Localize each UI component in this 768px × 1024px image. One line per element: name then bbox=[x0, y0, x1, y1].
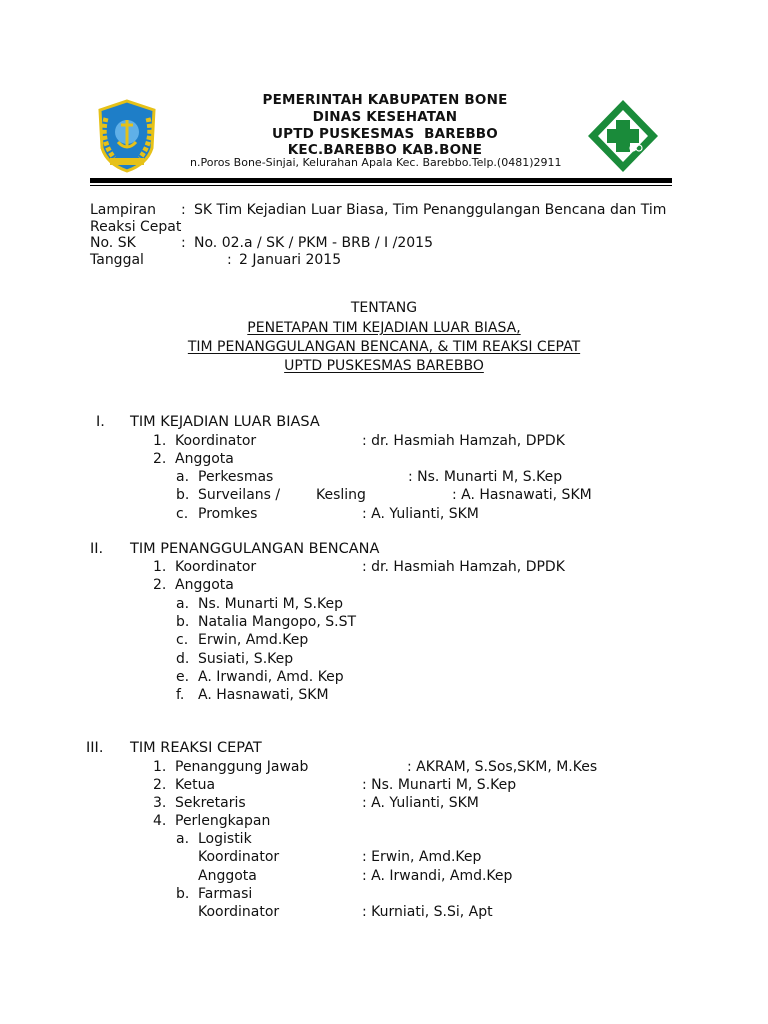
section-2-title: TIM PENANGGULANGAN BENCANA bbox=[130, 541, 380, 557]
s3-sub-a-letter: a. bbox=[176, 831, 190, 847]
s3-sub-b-row-1-value: : Kurniati, S.Si, Apt bbox=[362, 904, 493, 920]
tanggal-value: 2 Januari 2015 bbox=[239, 252, 342, 268]
title-line-2: PENETAPAN TIM KEJADIAN LUAR BIASA, bbox=[247, 320, 521, 336]
header-line-4: KEC.BAREBBO KAB.BONE bbox=[287, 142, 483, 158]
section-3-roman: III. bbox=[86, 740, 104, 756]
nosk-label: No. SK bbox=[90, 235, 136, 251]
tanggal-colon: : bbox=[227, 252, 232, 268]
s2-koordinator-num: 1. bbox=[153, 559, 167, 575]
s1-member-a-value: : Ns. Munarti M, S.Kep bbox=[408, 469, 563, 485]
s3-item-1-num: 1. bbox=[153, 759, 167, 775]
s3-sub-a-row-1-value: : Erwin, Amd.Kep bbox=[362, 849, 482, 865]
header-line-1: PEMERINTAH KABUPATEN BONE bbox=[262, 92, 508, 108]
s1-member-c-letter: c. bbox=[176, 506, 189, 522]
header-divider-thin bbox=[90, 185, 672, 186]
s1-member-b-value: : A. Hasnawati, SKM bbox=[452, 487, 592, 503]
s3-item-3-value: : A. Yulianti, SKM bbox=[362, 795, 479, 811]
s3-item-1-label: Penanggung Jawab bbox=[175, 759, 309, 775]
s3-item-3-num: 3. bbox=[153, 795, 167, 811]
section-3-title: TIM REAKSI CEPAT bbox=[130, 740, 262, 756]
s1-member-a-label: Perkesmas bbox=[198, 469, 274, 485]
s3-item-2-value: : Ns. Munarti M, S.Kep bbox=[362, 777, 517, 793]
s1-member-b-letter: b. bbox=[176, 487, 190, 503]
health-cross-logo-icon bbox=[584, 96, 662, 176]
tanggal-label: Tanggal bbox=[90, 252, 144, 268]
s3-item-2-label: Ketua bbox=[175, 777, 216, 793]
s3-item-4-label: Perlengkapan bbox=[175, 813, 271, 829]
s3-item-1-value: : AKRAM, S.Sos,SKM, M.Kes bbox=[407, 759, 598, 775]
s3-item-4-num: 4. bbox=[153, 813, 167, 829]
s1-member-c-label: Promkes bbox=[198, 506, 258, 522]
s1-koordinator-value: : dr. Hasmiah Hamzah, DPDK bbox=[362, 433, 565, 449]
s2-member-e-label: A. Irwandi, Amd. Kep bbox=[198, 669, 344, 685]
s2-member-c-letter: c. bbox=[176, 632, 189, 648]
section-1-roman: I. bbox=[96, 414, 105, 430]
s3-sub-a-row-1-label: Koordinator bbox=[198, 849, 280, 865]
s3-sub-a-row-2-label: Anggota bbox=[198, 868, 257, 884]
lampiran-label: Lampiran bbox=[90, 202, 157, 218]
s2-member-e-letter: e. bbox=[176, 669, 190, 685]
title-line-3: TIM PENANGGULANGAN BENCANA, & TIM REAKSI CEPAT bbox=[187, 339, 581, 355]
s2-member-f-label: A. Hasnawati, SKM bbox=[198, 687, 329, 703]
lampiran-colon: : bbox=[181, 202, 186, 218]
section-2-roman: II. bbox=[90, 541, 104, 557]
s1-member-c-value: : A. Yulianti, SKM bbox=[362, 506, 479, 522]
header-address: n.Poros Bone-Sinjai, Kelurahan Apala Kec. Barebbo.Telp.(0481)2911 bbox=[190, 156, 562, 169]
s2-member-b-label: Natalia Mangopo, S.ST bbox=[198, 614, 357, 630]
s1-anggota-label: Anggota bbox=[175, 451, 234, 467]
s1-member-b-label: Surveilans / bbox=[198, 487, 281, 503]
title-tentang: TENTANG bbox=[350, 300, 418, 316]
s2-member-c-label: Erwin, Amd.Kep bbox=[198, 632, 309, 648]
s1-member-b-label-2: Kesling bbox=[316, 487, 366, 503]
s1-koordinator-num: 1. bbox=[153, 433, 167, 449]
s2-member-a-label: Ns. Munarti M, S.Kep bbox=[198, 596, 343, 612]
s3-sub-a-label: Logistik bbox=[198, 831, 252, 847]
s2-anggota-label: Anggota bbox=[175, 577, 234, 593]
s2-member-d-letter: d. bbox=[176, 651, 190, 667]
s2-member-d-label: Susiati, S.Kep bbox=[198, 651, 294, 667]
s3-sub-b-letter: b. bbox=[176, 886, 190, 902]
s2-koordinator-value: : dr. Hasmiah Hamzah, DPDK bbox=[362, 559, 565, 575]
s3-item-3-label: Sekretaris bbox=[175, 795, 246, 811]
title-line-4: UPTD PUSKESMAS BAREBBO bbox=[284, 358, 484, 374]
s3-sub-b-row-1-label: Koordinator bbox=[198, 904, 280, 920]
s2-member-f-letter: f. bbox=[176, 687, 185, 703]
s3-sub-a-row-2-value: : A. Irwandi, Amd.Kep bbox=[362, 868, 513, 884]
s3-sub-b-label: Farmasi bbox=[198, 886, 253, 902]
lampiran-value-cont: Reaksi Cepat bbox=[90, 219, 182, 235]
nosk-colon: : bbox=[181, 235, 186, 251]
s3-item-2-num: 2. bbox=[153, 777, 167, 793]
header-line-2: DINAS KESEHATAN bbox=[312, 109, 458, 125]
s2-member-b-letter: b. bbox=[176, 614, 190, 630]
s1-koordinator-label: Koordinator bbox=[175, 433, 257, 449]
header-line-3: UPTD PUSKESMAS BAREBBO bbox=[272, 126, 498, 142]
s1-member-a-letter: a. bbox=[176, 469, 190, 485]
nosk-value: No. 02.a / SK / PKM - BRB / I /2015 bbox=[194, 235, 433, 251]
header-divider-thick bbox=[90, 178, 672, 183]
regency-emblem-icon bbox=[92, 98, 162, 174]
s2-koordinator-label: Koordinator bbox=[175, 559, 257, 575]
s2-anggota-num: 2. bbox=[153, 577, 167, 593]
section-1-title: TIM KEJADIAN LUAR BIASA bbox=[130, 414, 320, 430]
lampiran-value: SK Tim Kejadian Luar Biasa, Tim Penanggulangan Bencana dan Tim bbox=[194, 202, 667, 218]
s1-anggota-num: 2. bbox=[153, 451, 167, 467]
s2-member-a-letter: a. bbox=[176, 596, 190, 612]
